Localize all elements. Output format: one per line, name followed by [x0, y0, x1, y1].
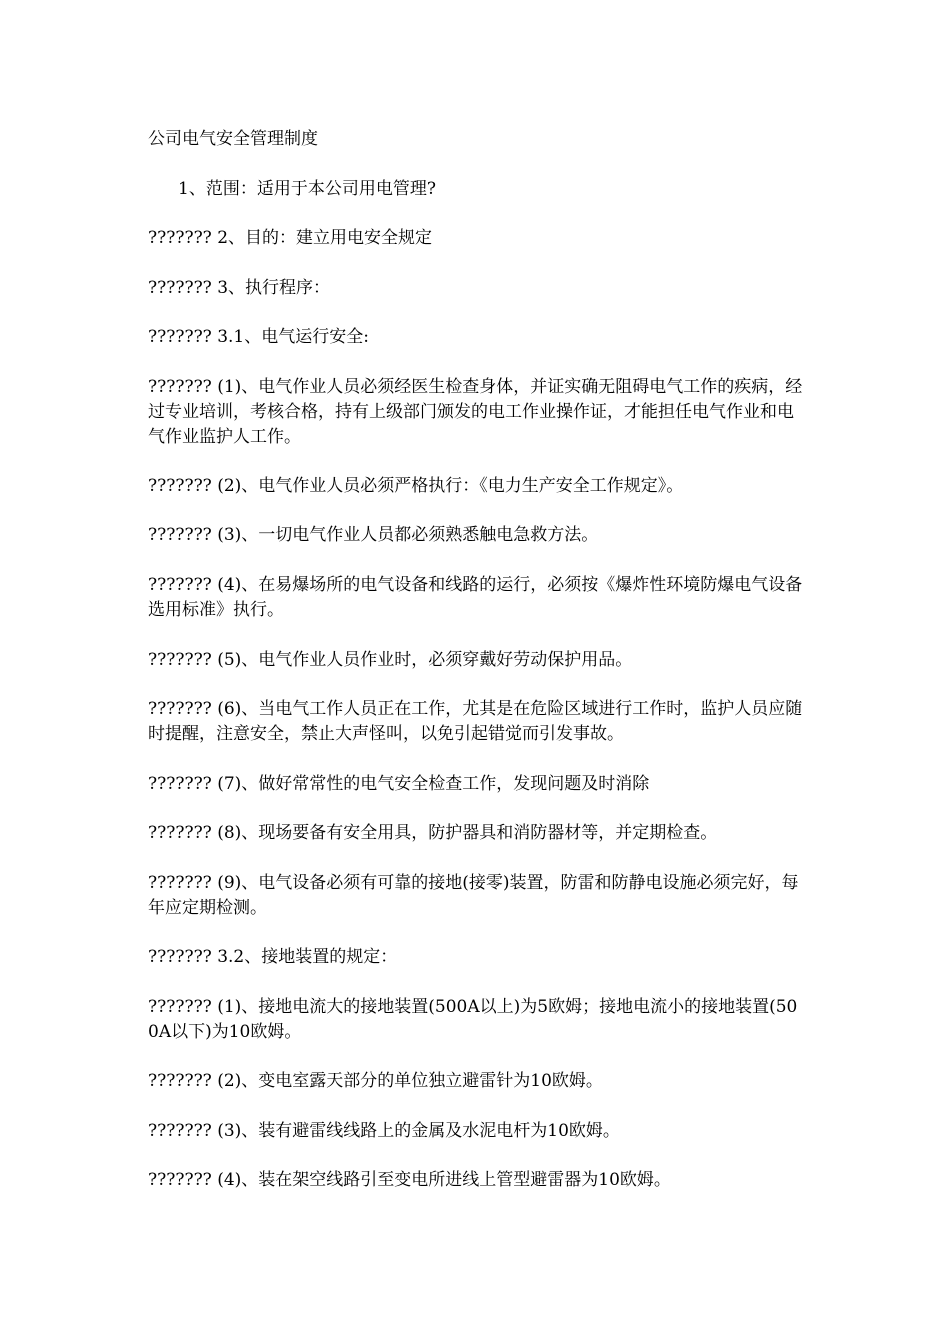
paragraph-procedure: ??????? 3、执行程序： [148, 278, 331, 298]
paragraph-section-3-1: ??????? 3.1、电气运行安全: [148, 327, 369, 347]
paragraph-3-1-item-9: ??????? (9)、电气设备必须有可靠的接地(接零)装置，防雷和防静电设施必须完好，每年应定期检测。 [148, 873, 799, 918]
paragraph-3-1-item-4: ??????? (4)、在易爆场所的电气设备和线路的运行，必须按《爆炸性环境防爆电气设备选用标准》执行。 [148, 575, 803, 620]
document-title: 公司电气安全管理制度 [148, 129, 318, 149]
paragraph-3-1-item-6: ??????? (6)、当电气工作人员正在工作，尤其是在危险区域进行工作时，监护人员应随时提醒，注意安全，禁止大声怪叫，以免引起错觉而引发事故。 [148, 699, 803, 744]
paragraph-3-1-item-3: ??????? (3)、一切电气作业人员都必须熟悉触电急救方法。 [148, 525, 599, 545]
paragraph-scope: 1、范围：适用于本公司用电管理? [178, 179, 436, 199]
paragraph-3-1-item-5: ??????? (5)、电气作业人员作业时，必须穿戴好劳动保护用品。 [148, 650, 633, 670]
paragraph-3-2-item-2: ??????? (2)、变电室露天部分的单位独立避雷针为10欧姆。 [148, 1071, 603, 1091]
paragraph-3-1-item-1: ??????? (1)、电气作业人员必须经医生检查身体，并证实确无阻碍电气工作的疾病，经过专业培训，考核合格，持有上级部门颁发的电工作业操作证，才能担任电气作业和电气作业监护人工作。 [148, 377, 803, 447]
paragraph-purpose: ??????? 2、目的：建立用电安全规定 [148, 228, 433, 248]
paragraph-section-3-2: ??????? 3.2、接地装置的规定： [148, 947, 398, 967]
paragraph-3-2-item-3: ??????? (3)、装有避雷线线路上的金属及水泥电杆为10欧姆。 [148, 1121, 620, 1141]
paragraph-3-1-item-8: ??????? (8)、现场要备有安全用具，防护器具和消防器材等，并定期检查。 [148, 823, 718, 843]
paragraph-3-1-item-2: ??????? (2)、电气作业人员必须严格执行：《电力生产安全工作规定》。 [148, 476, 684, 496]
paragraph-3-1-item-7: ??????? (7)、做好常常性的电气安全检查工作，发现问题及时消除 [148, 774, 650, 794]
paragraph-3-2-item-4: ??????? (4)、装在架空线路引至变电所进线上管型避雷器为10欧姆。 [148, 1170, 671, 1190]
paragraph-3-2-item-1: ??????? (1)、接地电流大的接地装置(500A以上)为5欧姆；接地电流小的接地装置(500A以下)为10欧姆。 [148, 997, 798, 1042]
